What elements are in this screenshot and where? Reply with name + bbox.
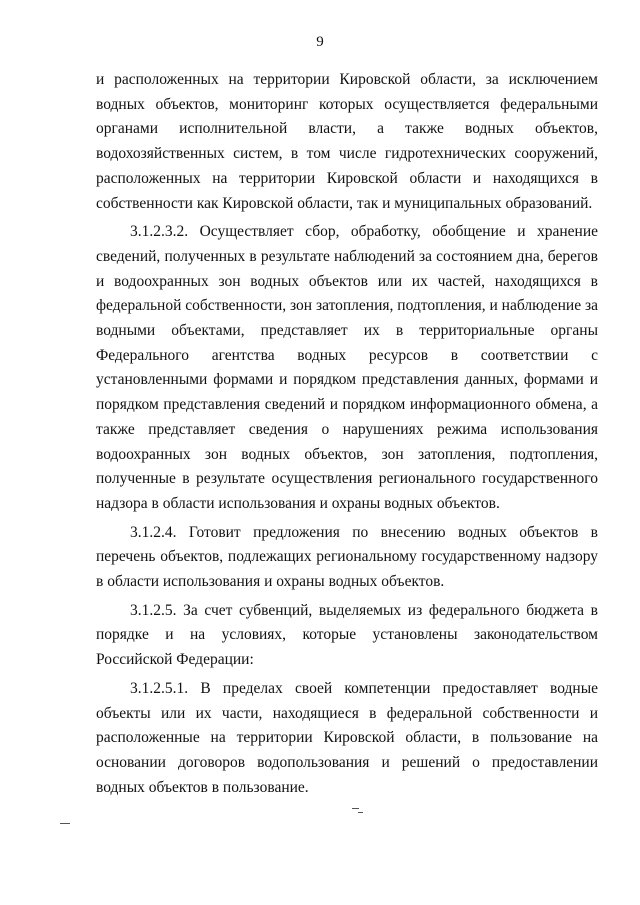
paragraph-3-1-2-5-1: 3.1.2.5.1. В пределах своей компетенции предоставляет водные объекты или их части, находящиеся в федеральной собственности и расположенные на территории Кировской области, в пользование на основании договоров водопользования и решений о предоставлении водных объектов в пользование. [96, 679, 598, 796]
scan-artifact-mark [60, 823, 70, 824]
scan-artifact-mark [358, 812, 363, 813]
paragraph-3-1-2-3-2: 3.1.2.3.2. Осуществляет сбор, обработку, обобщение и хранение сведений, полученных в результате наблюдений за состоянием дна, берегов и водоохранных зон водных объектов или их частей, находящихся в федеральной собственности, зон затопления, подтопления, и наблюдение за водными объектами, представляет их в территориальные органы Федерального агентства водных ресурсов в соответствии с установленными формами и порядком представления данных, формами и порядком представления сведений и порядком информационного обмена, а также представляет сведения о нарушениях режима использования водоохранных зон водных объектов, зон затопления, подтопления, полученные в результате осуществления регионального государственного надзора в области использования и охраны водных объектов. [96, 223, 598, 512]
page-number: 9 [316, 34, 324, 50]
scan-artifact-mark [352, 808, 359, 809]
paragraph-3-1-2-5: 3.1.2.5. За счет субвенций, выделяемых из федерального бюджета в порядке и на условиях, которые установлены законодательством Российской Федерации: [96, 601, 598, 669]
document-body [96, 68, 598, 804]
paragraph-3-1-2-4: 3.1.2.4. Готовит предложения по внесению водных объектов в перечень объектов, подлежащих региональному государственному надзору в области использования и охраны водных объектов. [96, 523, 598, 591]
paragraph-continuation: и расположенных на территории Кировской области, за исключением водных объектов, мониторинг которых осуществляется федеральными органами исполнительной власти, а также водных объектов, водохозяйственных систем, в том числе гидротехнических сооружений, расположенных на территории Кировской области и находящихся в собственности как Кировской области, так и муниципальных образований. [96, 71, 598, 212]
